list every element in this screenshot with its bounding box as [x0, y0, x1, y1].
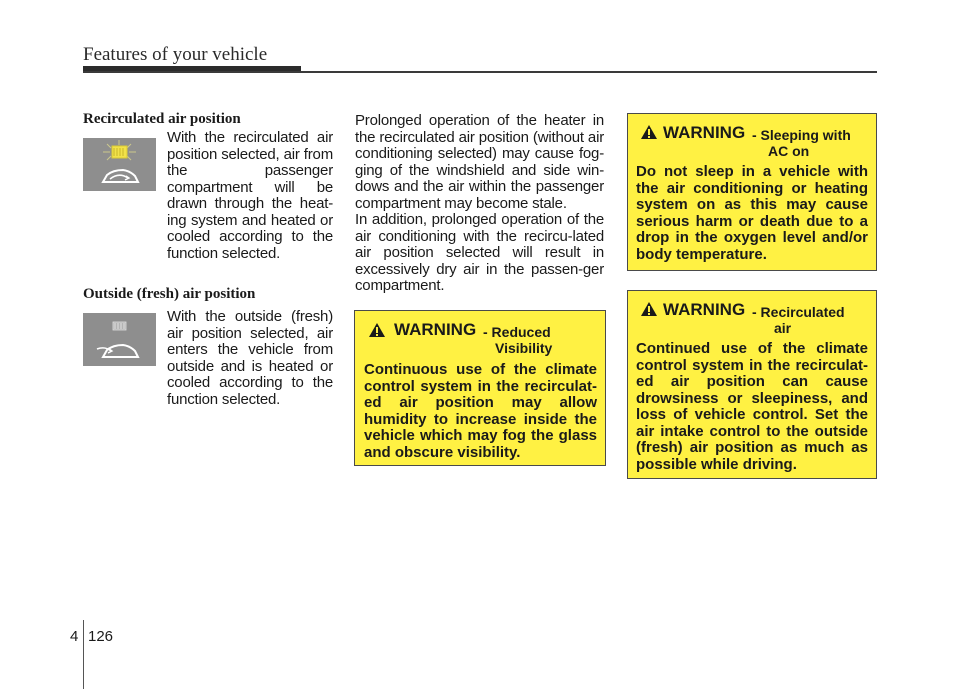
warning-title: WARNING [663, 300, 746, 319]
warning-reduced-visibility [354, 310, 606, 466]
warning-subtitle-line2: air [774, 320, 792, 336]
fresh-air-button-icon [83, 313, 156, 366]
warning-sleeping-ac-on [627, 113, 877, 271]
warning-subtitle-line1: - Recirculated [752, 304, 845, 320]
warning-triangle-icon [640, 301, 658, 317]
warning-body: Continued use of the climate control system in the recirculat-ed air position can cause drowsiness or sleepiness, and loss of vehicle control. Set the air intake control to the outside (fresh) air position as much as possible while driving. [636, 340, 868, 473]
warning-subtitle-line2: AC on [768, 143, 810, 159]
header-rule-thin [83, 71, 877, 73]
recirculated-heading: Recirculated air position [83, 111, 241, 127]
warning-subtitle-line1: - Reduced [483, 324, 551, 340]
footer-divider [83, 620, 84, 689]
warning-body: Do not sleep in a vehicle with the air conditioning or heating system on as this may cause serious harm or death due to a drop in the oxygen level and/or body temperature. [636, 163, 868, 263]
page-number: 126 [88, 628, 114, 645]
middle-paragraph-1: Prolonged operation of the heater in the recirculated air position (without air conditioning selected) may cause fog-ging of the windshield and side win-dows and the air within the passenger compartment may become stale. [355, 112, 604, 212]
middle-paragraph-2: In addition, prolonged operation of the air conditioning with the recircu-lated air position selected will result in excessively dry air in the passen-ger compartment. [355, 211, 604, 294]
warning-triangle-icon [640, 124, 658, 140]
warning-triangle-icon [368, 322, 386, 338]
page-header-title: Features of your vehicle [83, 44, 268, 65]
recirculated-air-button-icon [83, 138, 156, 191]
warning-title: WARNING [394, 320, 477, 339]
recirculated-text: With the recirculated air position selected, air from the passenger compartment will be drawn through the heat-ing system and heated or cooled according to the function selected. [167, 129, 333, 262]
warning-body: Continuous use of the climate control system in the recirculat-ed air position may allow humidity to increase inside the vehicle which may fog the glass and obscure visibility. [364, 361, 597, 461]
warning-subtitle-line1: - Sleeping with [752, 127, 851, 143]
chapter-number: 4 [70, 628, 79, 645]
outside-text: With the outside (fresh) air position selected, air enters the vehicle from outside and is heated or cooled according to the function selected. [167, 308, 333, 408]
warning-recirculated-air [627, 290, 877, 479]
warning-title: WARNING [663, 123, 746, 142]
outside-heading: Outside (fresh) air position [83, 286, 256, 302]
warning-subtitle-line2: Visibility [495, 340, 553, 356]
